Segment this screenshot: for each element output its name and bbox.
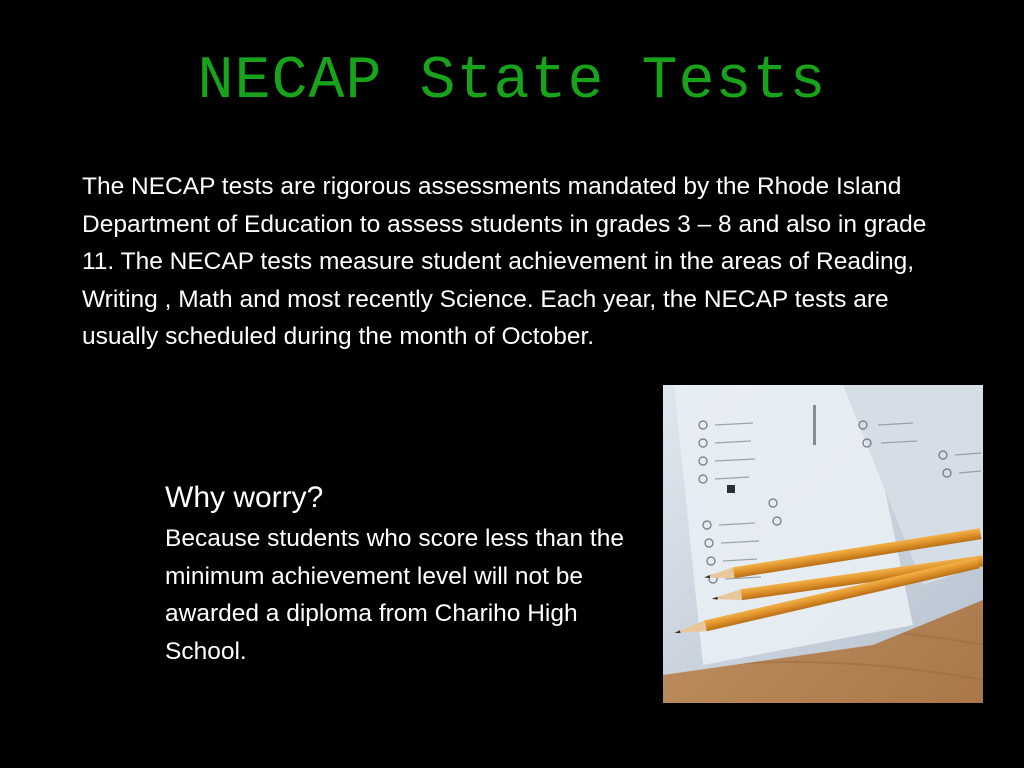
why-worry-heading: Why worry? [165,481,324,514]
intro-paragraph: The NECAP tests are rigorous assessments mandated by the Rhode Island Department of Education to assess students in grades 3 – 8 and also in grade 11. The NECAP tests measure student achievement in the areas of Reading, Writing , Math and most recently Science. Each year, the NECAP tests are usually scheduled during the month of October. [82,173,927,350]
why-worry-text: Because students who score less than the minimum achievement level will not be awarded a diploma from Chariho High School. [165,525,624,665]
test-papers-and-pencils-photo [663,385,983,703]
why-worry-block [165,478,635,670]
slide-title: NECAP State Tests [197,48,827,116]
